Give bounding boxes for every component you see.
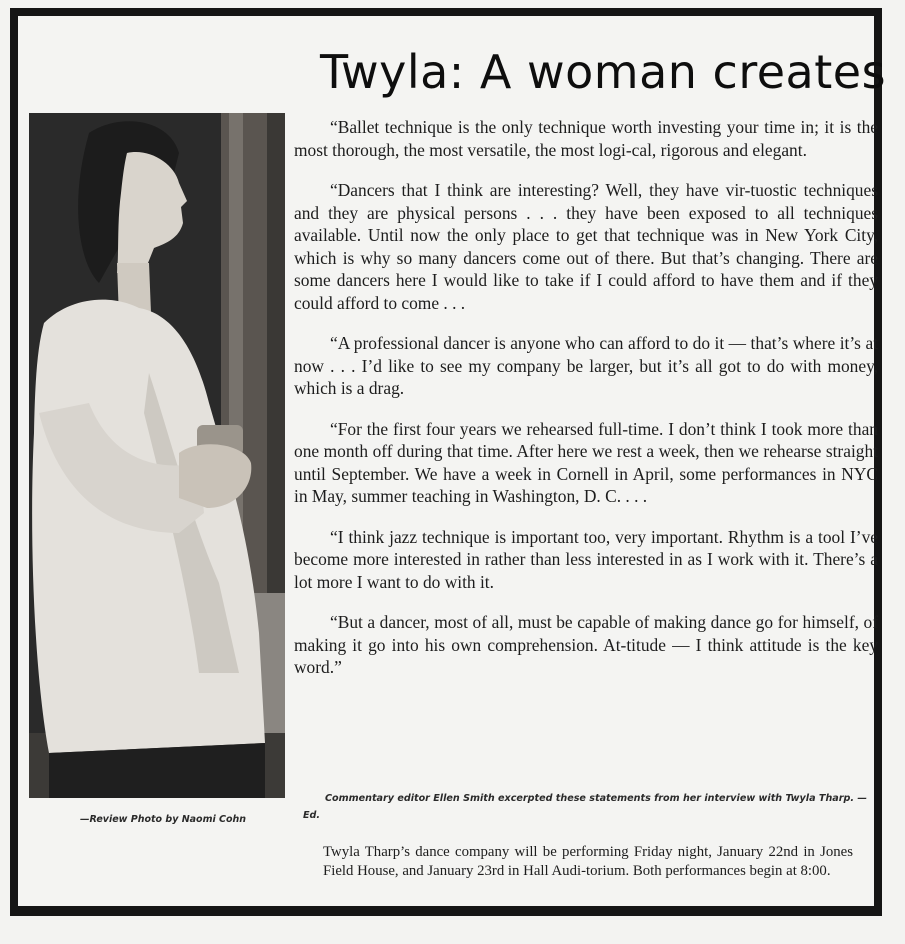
portrait-photo (29, 113, 285, 798)
article-title: Twyla: A woman creates (320, 45, 887, 99)
quote-paragraph: “Dancers that I think are interesting? Well, they have vir-tuostic techniques and they are physical persons . . . they have been exposed to all techniques available. Until now the only place to get that technique was in New York City, which is why so many dancers come out of there. But that’s changing. There are some dancers here I would like to take if I could afford to have them and if they could afford to come . . . (294, 180, 878, 313)
quote-paragraph: “I think jazz technique is important too, very important. Rhythm is a tool I’ve become more interested in rather than less interested in as I work with it. There’s a lot more I want to do with it. (294, 526, 878, 592)
editor-note: Commentary editor Ellen Smith excerpted these statements from her interview with Twyla Tharp. —Ed. (303, 793, 867, 821)
event-announcement: Twyla Tharp’s dance company will be performing Friday night, January 22nd in Jones Field House, and January 23rd in Hall Audi-torium. Both performances begin at 8:00. (323, 844, 853, 879)
quote-paragraph: “A professional dancer is anyone who can afford to do it — that’s where it’s at now . . . I’d like to see my company be larger, but it’s all got to do with money, which is a drag. (294, 333, 878, 398)
photo-credit: —Review Photo by Naomi Cohn (80, 814, 247, 825)
article-body (294, 116, 878, 697)
quote-paragraph: “But a dancer, most of all, must be capable of making dance go for himself, of making it go into his own comprehension. At-titude — I think attitude is the key word.” (294, 612, 878, 677)
quote-paragraph: “Ballet technique is the only technique worth investing your time in; it is the most thorough, the most versatile, the most logi-cal, rigorous and elegant. (294, 117, 878, 160)
quote-paragraph: “For the first four years we rehearsed full-time. I don’t think I took more than one month off during that time. After here we rest a week, then we rehearse straight until September. We have a week in Cornell in April, some performances in NYC in May, summer teaching in Washington, D. C. . . . (294, 418, 878, 506)
